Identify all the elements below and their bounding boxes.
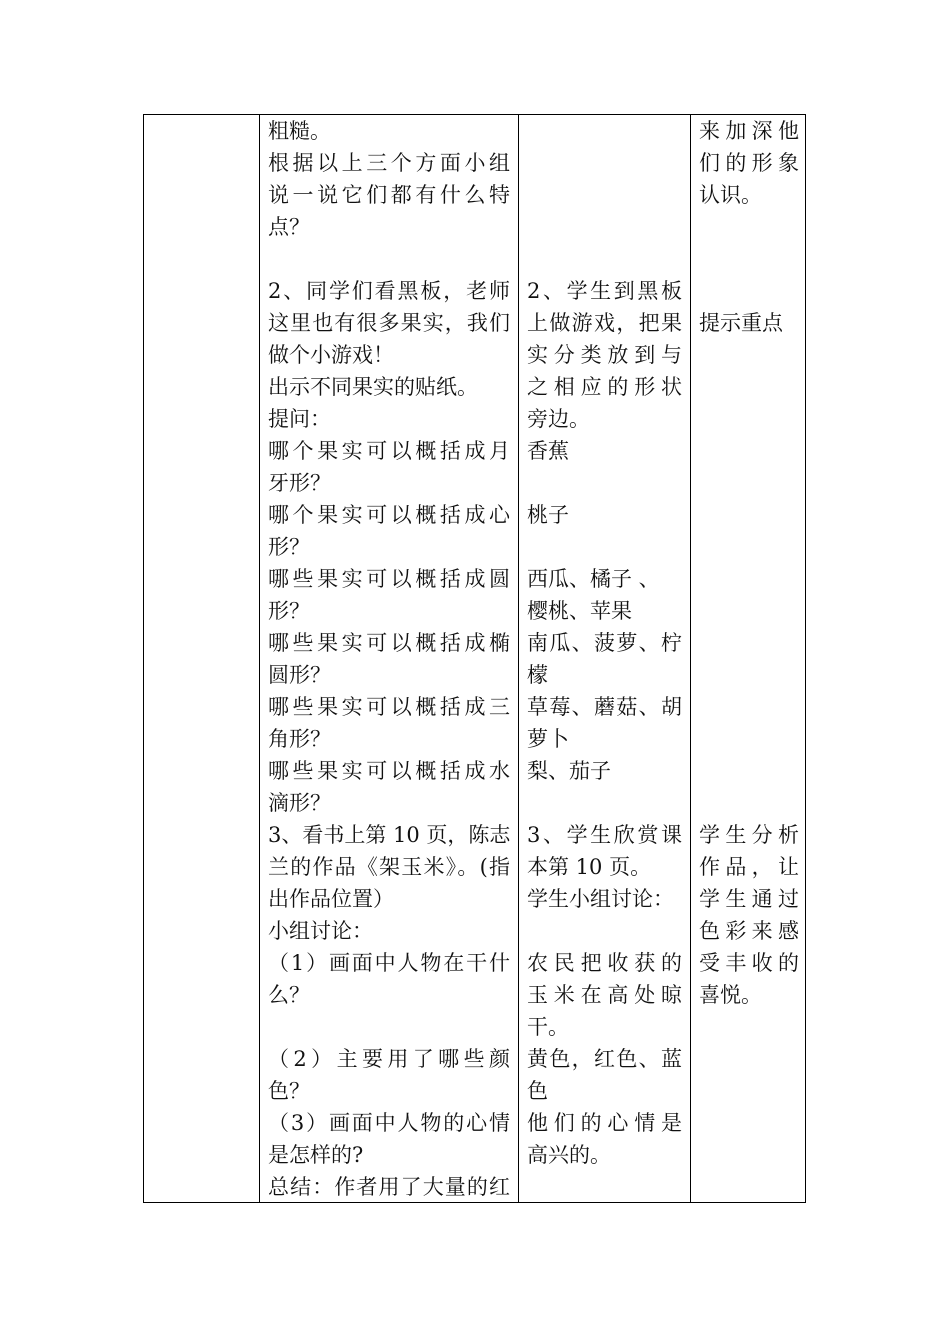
teacher-line: 角形？ [268,727,331,751]
column-stage [144,115,259,1202]
teacher-line: 色？ [268,1079,310,1103]
teacher-line: 这里也有很多果实，我们 [268,311,510,335]
student-line: 西瓜、橘子 、 [527,567,660,591]
student-line: 香蕉 [527,439,569,463]
column-design-intent [699,115,799,1202]
student-line: 本第 10 页。 [527,855,652,879]
student-line: 学生小组讨论： [527,887,674,911]
teacher-line: （1）画面中人物在干什 [268,951,510,975]
student-line: 高兴的。 [527,1143,611,1167]
teacher-line: 兰的作品《架玉米》。(指 [268,855,510,879]
teacher-line: 圆形？ [268,663,331,687]
teacher-line: 哪个果实可以概括成月 [268,439,510,463]
teacher-line: 形？ [268,599,310,623]
intent-line: 学生分析 [699,823,799,847]
teacher-line: 哪个果实可以概括成心 [268,503,510,527]
intent-line: 来加深他 [699,119,799,143]
teacher-line: 提问： [268,407,331,431]
column-divider [690,115,691,1202]
teacher-line: 小组讨论： [268,919,373,943]
teacher-line: 哪些果实可以概括成水 [268,759,510,783]
student-line: 萝卜 [527,727,569,751]
intent-line: 们的形象 [699,151,799,175]
student-line: 草莓、蘑菇、胡 [527,695,682,719]
student-line: 黄色，红色、蓝 [527,1047,682,1071]
column-divider [518,115,519,1202]
student-line: 之相应的形状 [527,375,682,399]
column-divider [259,115,260,1202]
student-line: 色 [527,1079,548,1103]
teacher-line: 牙形？ [268,471,331,495]
student-line [527,531,682,563]
student-line: 上做游戏，把果 [527,311,682,335]
student-line: 实分类放到与 [527,343,682,367]
teacher-line: 滴形？ [268,791,331,815]
intent-line: 色彩来感 [699,919,799,943]
teacher-line: （2）主要用了哪些颜 [268,1047,510,1071]
teacher-line: 形？ [268,535,310,559]
student-line: 农民把收获的 [527,951,682,975]
intent-line: 作品，让 [699,855,799,879]
column-teacher-activity [268,115,510,1202]
teacher-line [268,1011,510,1043]
teacher-line: 出作品位置） [268,887,394,911]
teacher-line: 总结：作者用了大量的红 [268,1175,510,1199]
student-line [527,915,682,947]
teacher-line: 根据以上三个方面小组 [268,151,510,175]
teacher-line [268,243,510,275]
teacher-line: 做个小游戏！ [268,343,394,367]
intent-line: 喜悦。 [699,983,762,1007]
teacher-line: 出示不同果实的贴纸。 [268,375,478,399]
student-line [527,467,682,499]
teacher-line: 2、同学们看黑板，老师 [268,279,510,303]
student-line: 玉米在高处晾 [527,983,682,1007]
teacher-line: 点？ [268,215,310,239]
teacher-line: 是怎样的? [268,1143,364,1167]
student-line [527,787,682,819]
intent-line: 提示重点 [699,311,783,335]
teacher-line: （3）画面中人物的心情 [268,1111,510,1135]
lesson-plan-table [143,114,806,1203]
teacher-line: 么？ [268,983,310,1007]
student-line: 梨、茄子 [527,759,611,783]
intent-line: 认识。 [699,183,762,207]
teacher-line: 哪些果实可以概括成圆 [268,567,510,591]
intent-line: 受丰收的 [699,951,799,975]
student-line: 旁边。 [527,407,590,431]
student-line: 3、学生欣赏课 [527,823,682,847]
student-line: 干。 [527,1015,569,1039]
column-student-activity [527,115,682,1202]
teacher-line: 哪些果实可以概括成椭 [268,631,510,655]
teacher-line: 说一说它们都有什么特 [268,183,510,207]
teacher-line: 3、看书上第 10 页，陈志 [268,823,511,847]
student-line: 他们的心情是 [527,1111,682,1135]
student-line: 桃子 [527,503,569,527]
intent-line: 学生通过 [699,887,799,911]
student-line: 樱桃、苹果 [527,599,632,623]
teacher-line: 粗糙。 [268,119,331,143]
student-line: 2、学生到黑板 [527,279,682,303]
teacher-line: 哪些果实可以概括成三 [268,695,510,719]
student-line: 檬 [527,663,548,687]
student-line: 南瓜、菠萝、柠 [527,631,682,655]
